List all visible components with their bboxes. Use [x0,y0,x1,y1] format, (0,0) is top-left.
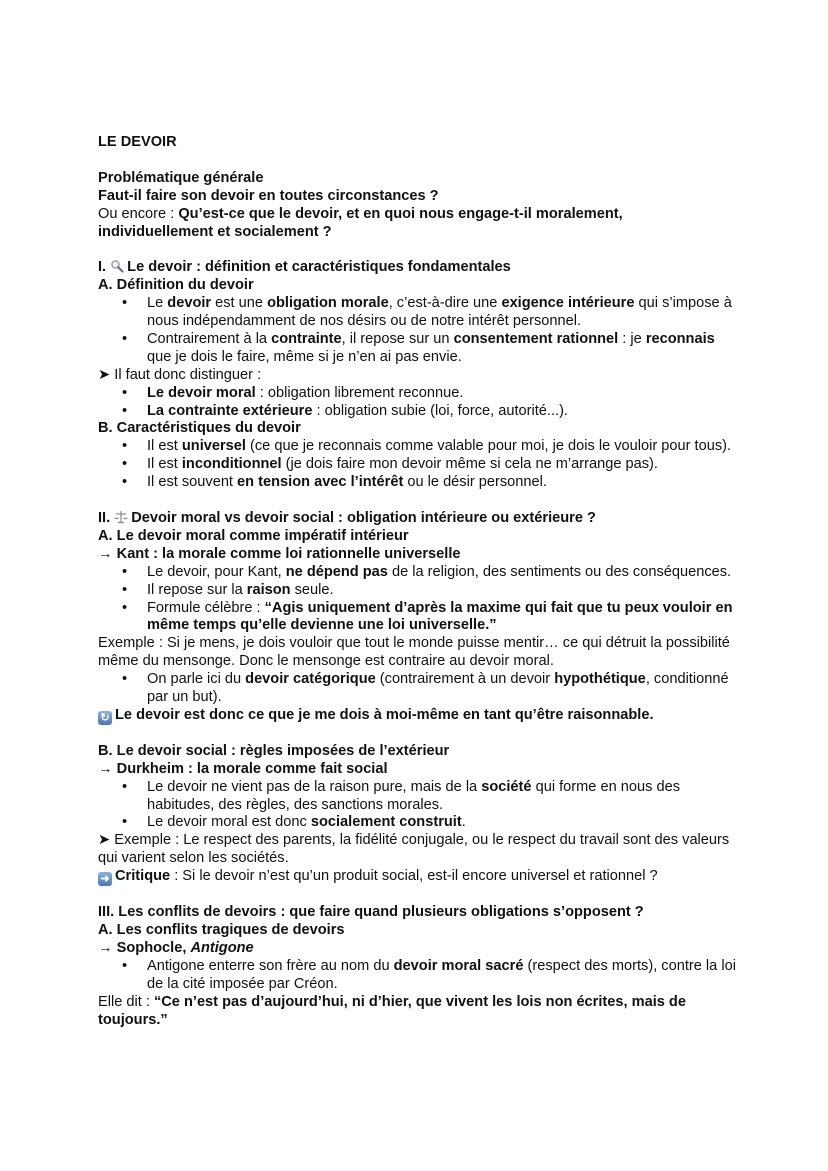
bullet-item [98,958,738,994]
bullet-item [98,456,738,474]
right-arrow-icon: ➜ [98,872,112,886]
text-run: ou le désir personnel. [403,474,547,491]
bullet-item [98,403,738,421]
text-run: : obligation subie (loi, force, autorité...). [312,402,568,419]
bold-text: universel [181,438,246,455]
bold-text: inconditionnel [181,456,282,473]
section-number: I. [98,259,111,276]
text-run: Le [147,295,168,312]
bold-text: → Sophocle, [98,939,191,956]
section-number: II. [98,509,115,526]
text-run: Exemple : Si je mens, je dois vouloir que tout le monde puisse mentir… ce qui détruit la possibilité même du mensonge. Donc le mensonge est contraire au devoir moral. [98,635,730,670]
text-run: : Si le devoir n’est qu’un produit social, est-il encore universel et rationnel ? [170,868,658,885]
text-run: Il est [147,456,182,473]
bullet-item [98,600,738,636]
paragraph [98,188,738,206]
paragraph [98,420,738,438]
paragraph [98,367,738,385]
text-run: (respect des morts), contre la loi de la cité imposée par Créon. [147,957,736,992]
text-run: qui forme en nous des habitudes, des règles, des sanctions morales. [147,778,680,813]
bold-text: socialement construit [310,814,462,831]
bold-text: Antigone [190,939,254,956]
text-run: qui s’impose à nous indépendamment de nos désirs ou de notre intérêt personnel. [147,295,732,330]
bold-text: A. Les conflits tragiques de devoirs [98,921,345,938]
paragraph [98,528,738,546]
text-run: , c’est-à-dire une [388,295,502,312]
paragraph [98,510,738,528]
bullet-item [98,564,738,582]
spacer [98,492,738,510]
bold-text: Devoir moral vs devoir social : obligation intérieure ou extérieure ? [131,509,596,526]
paragraph [98,904,738,922]
bold-text: “Ce n’est pas d’aujourd’hui, ni d’hier, que vivent les lois non écrites, mais de toujours.” [98,993,686,1028]
text-run: On parle ici du [147,671,246,688]
text-run: Il repose sur la [147,581,247,598]
paragraph [98,922,738,940]
bold-text: → Durkheim : la morale comme fait social [98,760,388,777]
paragraph [98,259,738,277]
paragraph [98,707,738,725]
bullet-item [98,331,738,367]
paragraph [98,868,738,886]
bold-text: Le devoir : définition et caractéristiques fondamentales [127,259,511,276]
paragraph [98,635,738,671]
text-run: Le devoir moral est donc [147,814,311,831]
bold-text: société [481,778,532,795]
text-run: (je dois faire mon devoir même si cela ne m’arrange pas). [281,456,658,473]
bold-text: “Agis uniquement d’après la maxime qui fait que tu peux vouloir en même temps qu’elle devienne une loi universelle.” [147,599,733,634]
bullet-item [98,438,738,456]
text-run: Contrairement à la [147,330,272,347]
paragraph [98,761,738,779]
paragraph [98,940,738,958]
bold-text: devoir [167,295,212,312]
paragraph [98,994,738,1030]
scales-icon [114,510,128,524]
paragraph [98,546,738,564]
paragraph [98,743,738,761]
bold-text: devoir moral sacré [393,957,524,974]
text-run: ➤ Il faut donc distinguer : [98,366,262,383]
text-run: Ou encore : [98,205,179,222]
paragraph [98,170,738,188]
document-body [98,134,738,1029]
text-run: (contrairement à un devoir [375,671,555,688]
bold-text: devoir catégorique [245,671,376,688]
bullet-item [98,474,738,492]
text-run: seule. [290,581,334,598]
magnifier-icon [110,259,124,273]
spacer [98,886,738,904]
bold-text: Critique [115,868,171,885]
bold-text: en tension avec l’intérêt [237,474,404,491]
text-run: Le devoir ne vient pas de la raison pure, mais de la [147,778,482,795]
bold-text: A. Le devoir moral comme impératif intérieur [98,527,409,544]
bullet-item [98,295,738,331]
bold-text: contrainte [271,330,342,347]
text-run: de la religion, des sentiments ou des conséquences. [387,563,732,580]
spacer [98,241,738,259]
text-run: , conditionné par un but). [147,671,729,706]
text-run: Elle dit : [98,993,154,1010]
text-run: . [461,814,466,831]
bold-text: Problématique générale [98,169,264,186]
bold-text: exigence intérieure [501,295,635,312]
bold-text: → Kant : la morale comme loi rationnelle universelle [98,545,461,562]
bullet-item [98,671,738,707]
bold-text: Qu’est-ce que le devoir, et en quoi nous engage-t-il moralement, individuellement et socialement ? [98,205,623,240]
text-run: : obligation librement reconnue. [255,384,464,401]
text-run: Il est [147,438,182,455]
bold-text: A. Définition du devoir [98,277,254,294]
bullet-item [98,779,738,815]
bold-text: Le devoir moral [147,384,256,401]
text-run: Il est souvent [147,474,238,491]
bold-text: LE DEVOIR [98,134,177,150]
text-run: : je [618,330,646,347]
repeat-icon: ↻ [98,711,112,725]
bold-text: La contrainte extérieure [147,402,313,419]
text-run: que je dois le faire, même si je n’en ai pas envie. [147,348,462,365]
paragraph [98,277,738,295]
bold-text: ne dépend pas [285,563,388,580]
bullet-item [98,582,738,600]
spacer [98,725,738,743]
paragraph [98,832,738,868]
text-run: (ce que je reconnais comme valable pour moi, je dois le vouloir pour tous). [245,438,732,455]
spacer [98,152,738,170]
bold-text: reconnais [645,330,715,347]
bold-text: III. Les conflits de devoirs : que faire quand plusieurs obligations s’opposent ? [98,904,644,921]
paragraph [98,206,738,242]
bold-text: raison [246,581,291,598]
bullet-item [98,385,738,403]
paragraph [98,134,738,152]
bullet-item [98,814,738,832]
text-run: Antigone enterre son frère au nom du [147,957,394,974]
text-run: Formule célèbre : [147,599,265,616]
bold-text: B. Caractéristiques du devoir [98,420,301,437]
bold-text: Faut-il faire son devoir en toutes circonstances ? [98,187,439,204]
text-run: est une [211,295,268,312]
bold-text: B. Le devoir social : règles imposées de l’extérieur [98,742,450,759]
bold-text: Le devoir est donc ce que je me dois à moi-même en tant qu’être raisonnable. [115,706,654,723]
text-run: Le devoir, pour Kant, [147,563,286,580]
bold-text: consentement rationnel [453,330,619,347]
bold-text: obligation morale [267,295,389,312]
text-run: , il repose sur un [341,330,454,347]
bold-text: hypothétique [554,671,646,688]
text-run: ➤ Exemple : Le respect des parents, la fidélité conjugale, ou le respect du travail sont des valeurs qui varient selon les sociétés. [98,832,730,867]
